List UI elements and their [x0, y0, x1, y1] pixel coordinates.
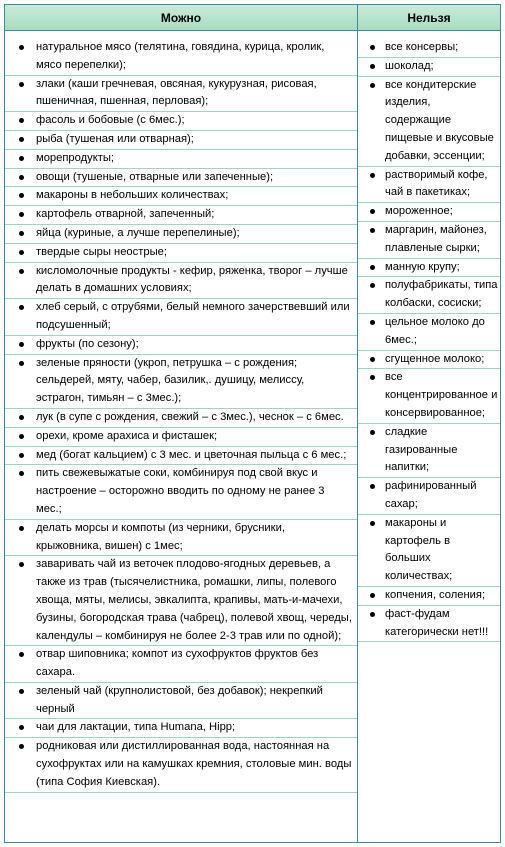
list-item-text: все консервы; [385, 41, 459, 53]
list-item-text: сладкие газированные напитки; [385, 425, 458, 474]
bullet-icon [19, 269, 24, 274]
list-item-text: растворимый кофе, чай в пакетиках; [385, 168, 488, 199]
list-item-text: отвар шиповника; компот из сухофруктов фруктов без сахара. [36, 648, 319, 679]
list-item-text: овощи (тушеные, отварные или запеченные); [36, 170, 274, 183]
bullet-icon [19, 361, 24, 366]
list-item-text: макароны в небольших количествах; [36, 189, 229, 202]
forbidden-item [358, 259, 500, 278]
list-item-text: заваривать чай из веточек плодово-ягодных деревьев, а также из трав (тысячелистника, ромашки, липы, полевого хвоща, мяты, мелисы, эвкалипта, крапивы, мать-и-мачехи, бузины, богородская трава (чабрец), полевой хвощ, череды, календулы – комбинируя не более 2-3 трав или по одной); [36, 558, 352, 642]
list-item-text: твердые сыры неострые; [36, 245, 167, 258]
forbidden-item [358, 77, 500, 167]
bullet-icon [19, 744, 24, 749]
bullet-icon [19, 137, 24, 142]
list-item-text: зеленый чай (крупнолистовой, без добавок); некрепкий черный [36, 684, 323, 715]
forbidden-item [358, 203, 500, 222]
list-item-text: картофель отварной, запеченный; [36, 208, 215, 221]
allowed-column [5, 31, 358, 842]
bullet-icon [370, 612, 375, 617]
forbidden-item [358, 478, 500, 515]
list-item-text: манную крупу; [385, 260, 460, 273]
bullet-icon [370, 283, 375, 288]
bullet-icon [19, 82, 24, 87]
allowed-item [5, 299, 357, 336]
list-item-text: все концентрированное и консервированное; [385, 371, 498, 419]
allowed-item [5, 556, 357, 646]
list-item-text: пить свежевыжатые соки, комбинируя под свой вкус и настроение – осторожно вводить по одному не ранее 3 мес.; [36, 467, 325, 515]
bullet-icon [19, 526, 24, 531]
bullet-icon [370, 209, 375, 214]
list-item-text: чаи для лактации, типа Humana, Hipp; [36, 721, 236, 734]
bullet-icon [19, 305, 24, 310]
allowed-item [5, 76, 357, 113]
allowed-list [5, 39, 357, 793]
bullet-icon [370, 430, 375, 435]
allowed-item [5, 355, 357, 409]
list-item-text: хлеб серый, с отрубями, белый немного зачерствевший или подсушенный; [36, 301, 350, 331]
allowed-item [5, 244, 357, 263]
list-item-text: мороженное; [385, 205, 453, 218]
list-item-text: маргарин, майонез, плавленые сырки; [385, 223, 487, 254]
list-item-text: фасоль и бобовые (с 6мес.); [36, 114, 185, 127]
bullet-icon [370, 484, 375, 489]
bullet-icon [19, 45, 24, 50]
bullet-icon [19, 689, 24, 694]
bullet-icon [370, 593, 375, 598]
forbidden-column [358, 31, 500, 842]
bullet-icon [370, 265, 375, 270]
bullet-icon [370, 64, 375, 69]
list-item-text: морепродукты; [36, 151, 115, 164]
allowed-item [5, 150, 357, 169]
allowed-item [5, 719, 357, 738]
bullet-icon [370, 375, 375, 380]
bullet-icon [370, 357, 375, 362]
bullet-icon [19, 453, 24, 458]
allowed-item [5, 187, 357, 206]
bullet-icon [370, 83, 375, 88]
forbidden-item [358, 424, 500, 478]
list-item-text: делать морсы и компоты (из черники, брусники, крыжовника, вишен) с 1мес; [36, 521, 285, 552]
bullet-icon [370, 173, 375, 178]
forbidden-item [358, 314, 500, 351]
forbidden-item [358, 515, 500, 587]
bullet-icon [370, 45, 375, 50]
forbidden-item [358, 606, 500, 643]
bullet-icon [370, 320, 375, 325]
allowed-item [5, 646, 357, 683]
bullet-icon [19, 562, 24, 567]
allowed-item [5, 738, 357, 792]
list-item-text: рафинированный сахар; [385, 480, 477, 510]
bullet-icon [19, 250, 24, 255]
bullet-icon [19, 652, 24, 657]
bullet-icon [19, 471, 24, 476]
allowed-item [5, 225, 357, 244]
allowed-item [5, 263, 357, 300]
allowed-item [5, 465, 357, 519]
bullet-icon [370, 521, 375, 526]
forbidden-item [358, 369, 500, 423]
list-item-text: рыба (тушеная или отварная); [36, 132, 194, 145]
header-allowed: Можно [5, 5, 358, 31]
list-item-text: злаки (каши гречневая, овсяная, кукурузная, рисовая, пшеничная, пшенная, перловая); [36, 77, 317, 108]
list-item-text: шоколад; [385, 59, 434, 72]
list-item-text: сгущенное молоко; [385, 352, 485, 365]
forbidden-item [358, 58, 500, 77]
header-forbidden: Нельзя [358, 5, 500, 31]
list-item-text: зеленые пряности (укроп, петрушка – с рождения; сельдерей, мяту, чабер, базилик,. душицу, мелиссу, эстрагон, тимьян – с 3мес.); [36, 356, 305, 405]
list-item-text: все кондитерские изделия, содержащие пищевые и вкусовые добавки, эссенции; [385, 78, 494, 162]
bullet-icon [19, 434, 24, 439]
allowed-item [5, 112, 357, 131]
bullet-icon [19, 193, 24, 198]
forbidden-item [358, 222, 500, 259]
bullet-icon [19, 231, 24, 236]
list-item-text: цельное молоко до 6мес.; [385, 315, 485, 346]
list-item-text: фаст-фудам категорически нет!!! [385, 607, 489, 638]
allowed-item [5, 131, 357, 150]
bullet-icon [19, 156, 24, 161]
allowed-item [5, 39, 357, 76]
list-item-text: натуральное мясо (телятина, говядина, курица, кролик, мясо перепелки); [36, 41, 325, 71]
list-item-text: макароны и картофель в больших количествах; [385, 516, 453, 583]
allowed-item [5, 683, 357, 720]
forbidden-item [358, 277, 500, 314]
bullet-icon [19, 342, 24, 347]
bullet-icon [370, 228, 375, 233]
list-item-text: фрукты (по сезону); [36, 337, 139, 350]
list-item-text: орехи, кроме арахиса и фисташек; [36, 429, 218, 442]
allowed-item [5, 520, 357, 557]
list-item-text: кисломолочные продукты - кефир, ряженка, творог – лучше делать в домашних условиях; [36, 264, 348, 295]
list-item-text: яйца (куриные, а лучше перепелиные); [36, 226, 240, 239]
bullet-icon [19, 415, 24, 420]
bullet-icon [19, 118, 24, 123]
forbidden-list [358, 39, 500, 642]
allowed-item [5, 409, 357, 428]
forbidden-item [358, 167, 500, 204]
forbidden-item [358, 351, 500, 370]
forbidden-item [358, 587, 500, 606]
bullet-icon [19, 175, 24, 180]
allowed-item [5, 336, 357, 355]
allowed-item [5, 206, 357, 225]
list-item-text: мед (богат кальцием) с 3 мес. и цветочная пыльца с 6 мес.; [36, 448, 347, 461]
forbidden-item [358, 39, 500, 58]
food-table [4, 4, 501, 843]
bullet-icon [19, 212, 24, 217]
list-item-text: копчения, соления; [385, 588, 486, 601]
allowed-item [5, 428, 357, 447]
allowed-item [5, 169, 357, 188]
bullet-icon [19, 725, 24, 730]
list-item-text: родниковая или дистиллированная вода, настоянная на сухофруктах или на камушках кремния, столовые мин. воды (типа София Киевская). [36, 740, 352, 788]
allowed-item [5, 447, 357, 466]
list-item-text: полуфабрикаты, типа колбаски, сосиски; [385, 279, 498, 310]
list-item-text: лук (в супе с рождения, свежий – с 3мес.), чеснок – с 6мес. [36, 410, 344, 423]
